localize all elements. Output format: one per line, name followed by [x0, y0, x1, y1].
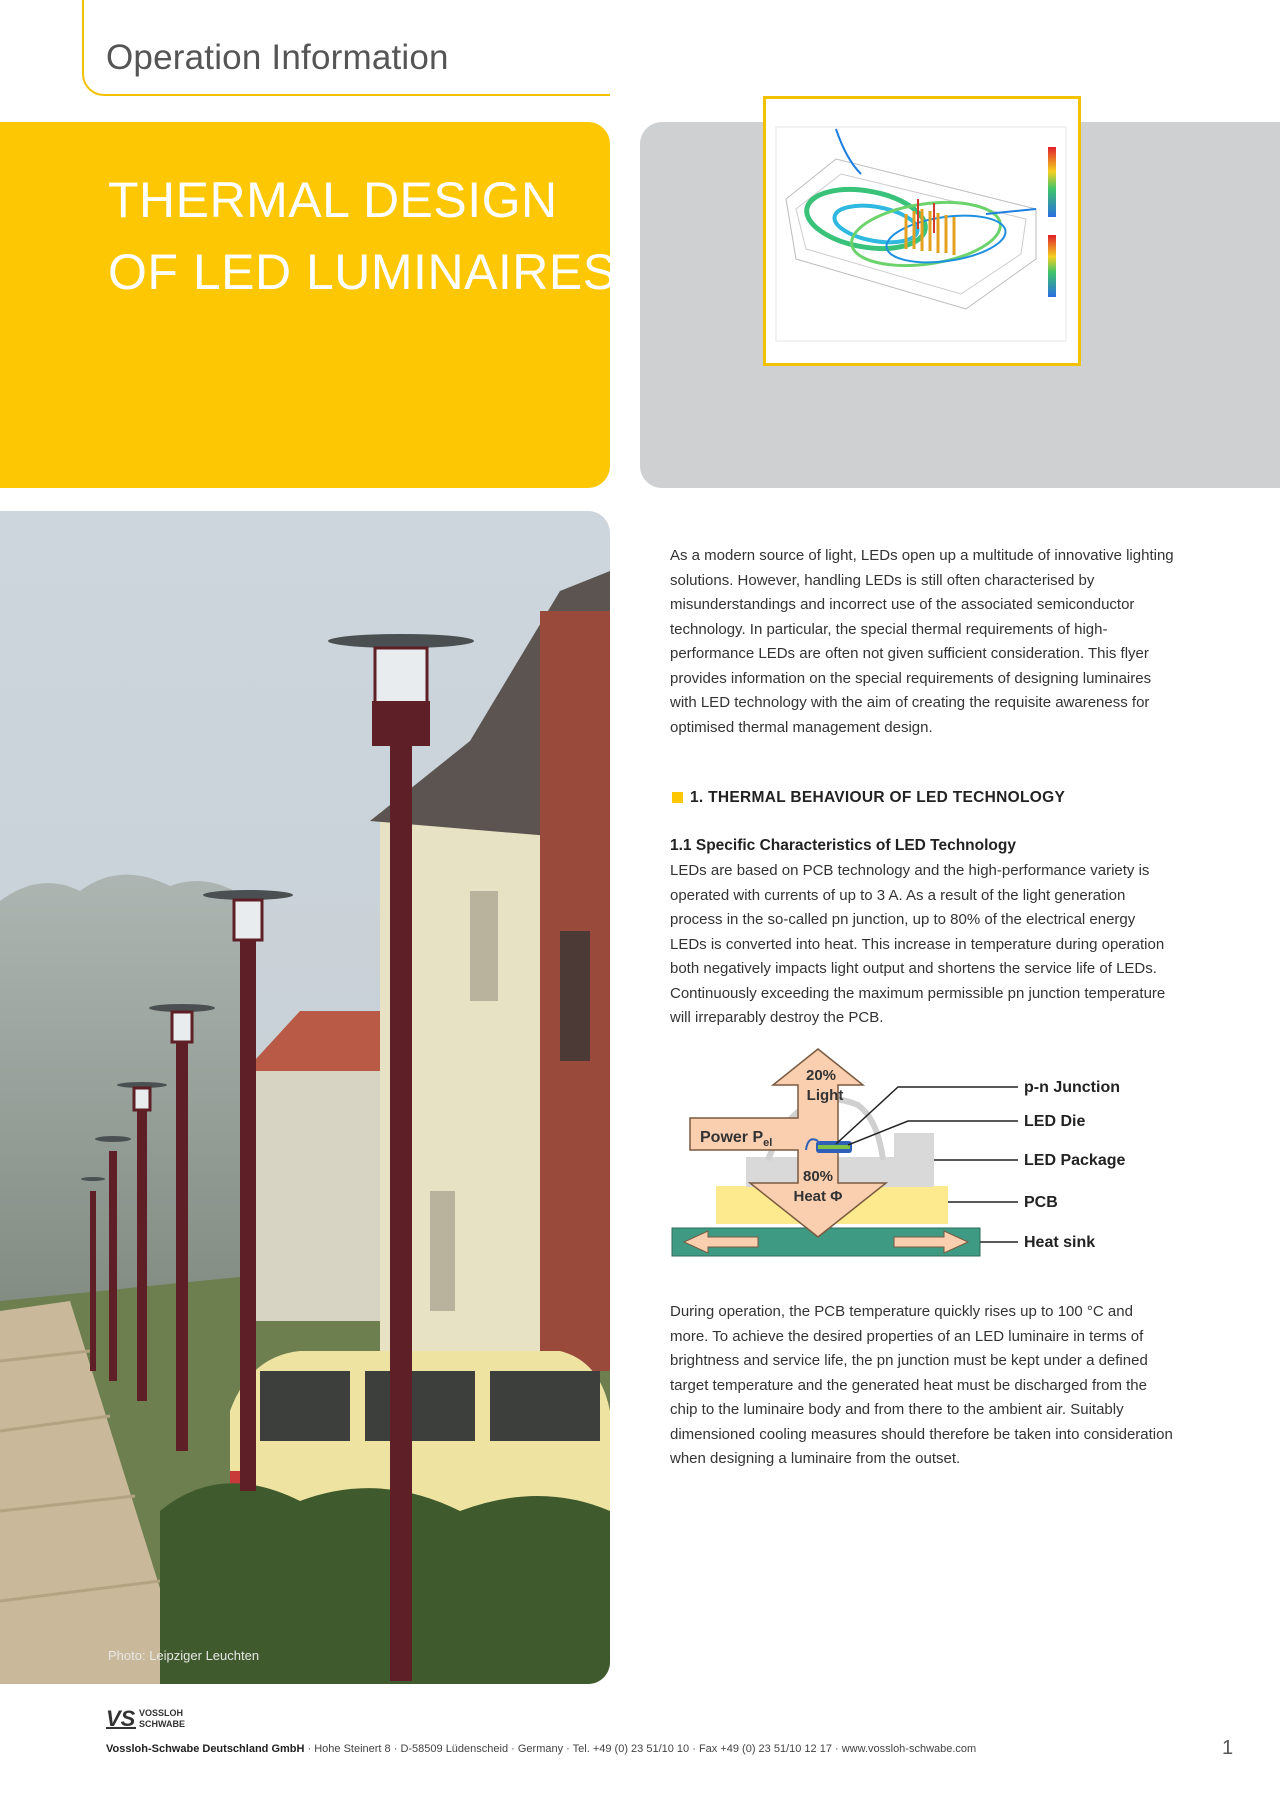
thermal-simulation-image — [763, 96, 1081, 366]
title-line-2: OF LED LUMINAIRES — [108, 244, 617, 300]
section-1-heading: 1. THERMAL BEHAVIOUR OF LED TECHNOLOGY — [690, 789, 1066, 806]
svg-text:VOSSLOH: VOSSLOH — [139, 1708, 184, 1718]
footer-company: Vossloh-Schwabe Deutschland GmbH — [106, 1743, 305, 1755]
vs-logo — [106, 1706, 216, 1730]
operation-paragraph: During operation, the PCB temperature quickly rises up to 100 °C and more. To achieve the desired properties of an LED luminaire in terms of brightness and service life, the pn junction must be kept under a defined target temperature and the generated heat must be discharged from the chip to the luminaire body and from there to the ambient air. Suitably dimensioned cooling measures should therefore be taken into consideration when designing a luminaire from the outset. — [670, 1303, 1173, 1467]
label-heat-sink: Heat sink — [1024, 1234, 1096, 1251]
light-pct: 20% — [805, 1067, 837, 1084]
subsection-1-1-heading: 1.1 Specific Characteristics of LED Technology — [670, 837, 1016, 854]
header-title: Operation Information — [106, 38, 449, 77]
footer-contact: · Hohe Steinert 8 · D-58509 Lüdenscheid · Germany · Tel. +49 (0) 23 51/10 10 · Fax +49 (0) 23 51/10 12 17 · www.vossloh-schwabe.com — [304, 1743, 977, 1755]
label-led-package: LED Package — [1024, 1152, 1126, 1169]
footer-address — [106, 1743, 1176, 1755]
led-heat-diagram — [668, 1045, 1148, 1270]
page-number: 1 — [1222, 1737, 1234, 1759]
intro-paragraph: As a modern source of light, LEDs open up a multitude of innovative lighting solutions. However, handling LEDs is still often characterised by misunderstandings and incorrect use of the associated semiconductor technology. In particular, the special thermal requirements of high-performance LEDs are often not given sufficient consideration. This flyer provides information on the special requirements of designing luminaires with LED technology with the aim of creating the requisite awareness for optimised thermal management design. — [670, 547, 1174, 736]
photo-credit: Photo: Leipziger Leuchten — [108, 1648, 260, 1663]
title-line-1: THERMAL DESIGN — [108, 172, 558, 228]
heat-pct: 80% — [802, 1168, 834, 1185]
pn-junction — [818, 1145, 850, 1149]
label-pn-junction: p-n Junction — [1024, 1079, 1120, 1096]
svg-text:SCHWABE: SCHWABE — [139, 1719, 186, 1729]
label-pcb: PCB — [1024, 1194, 1058, 1211]
heat-label: Heat Φ — [793, 1188, 843, 1205]
label-led-die: LED Die — [1024, 1113, 1086, 1130]
page-title — [108, 164, 617, 308]
subsection-1-1-text: LEDs are based on PCB technology and the high-performance variety is operated with currents of up to 3 A. As a result of the light generation process in the so-called pn junction, up to 80% of the electrical energy LEDs is converted into heat. This increase in temperature during operation both negatively impacts light output and shortens the service life of LEDs. Continuously exceeding the maximum permissible pn junction temperature will irreparably destroy the PCB. — [670, 862, 1166, 1026]
svg-text:VS: VS — [106, 1706, 136, 1730]
light-label: Light — [806, 1087, 844, 1104]
street-lamp-photo — [0, 511, 610, 1684]
power-label: Power $P_{el}$ — [700, 1129, 773, 1149]
